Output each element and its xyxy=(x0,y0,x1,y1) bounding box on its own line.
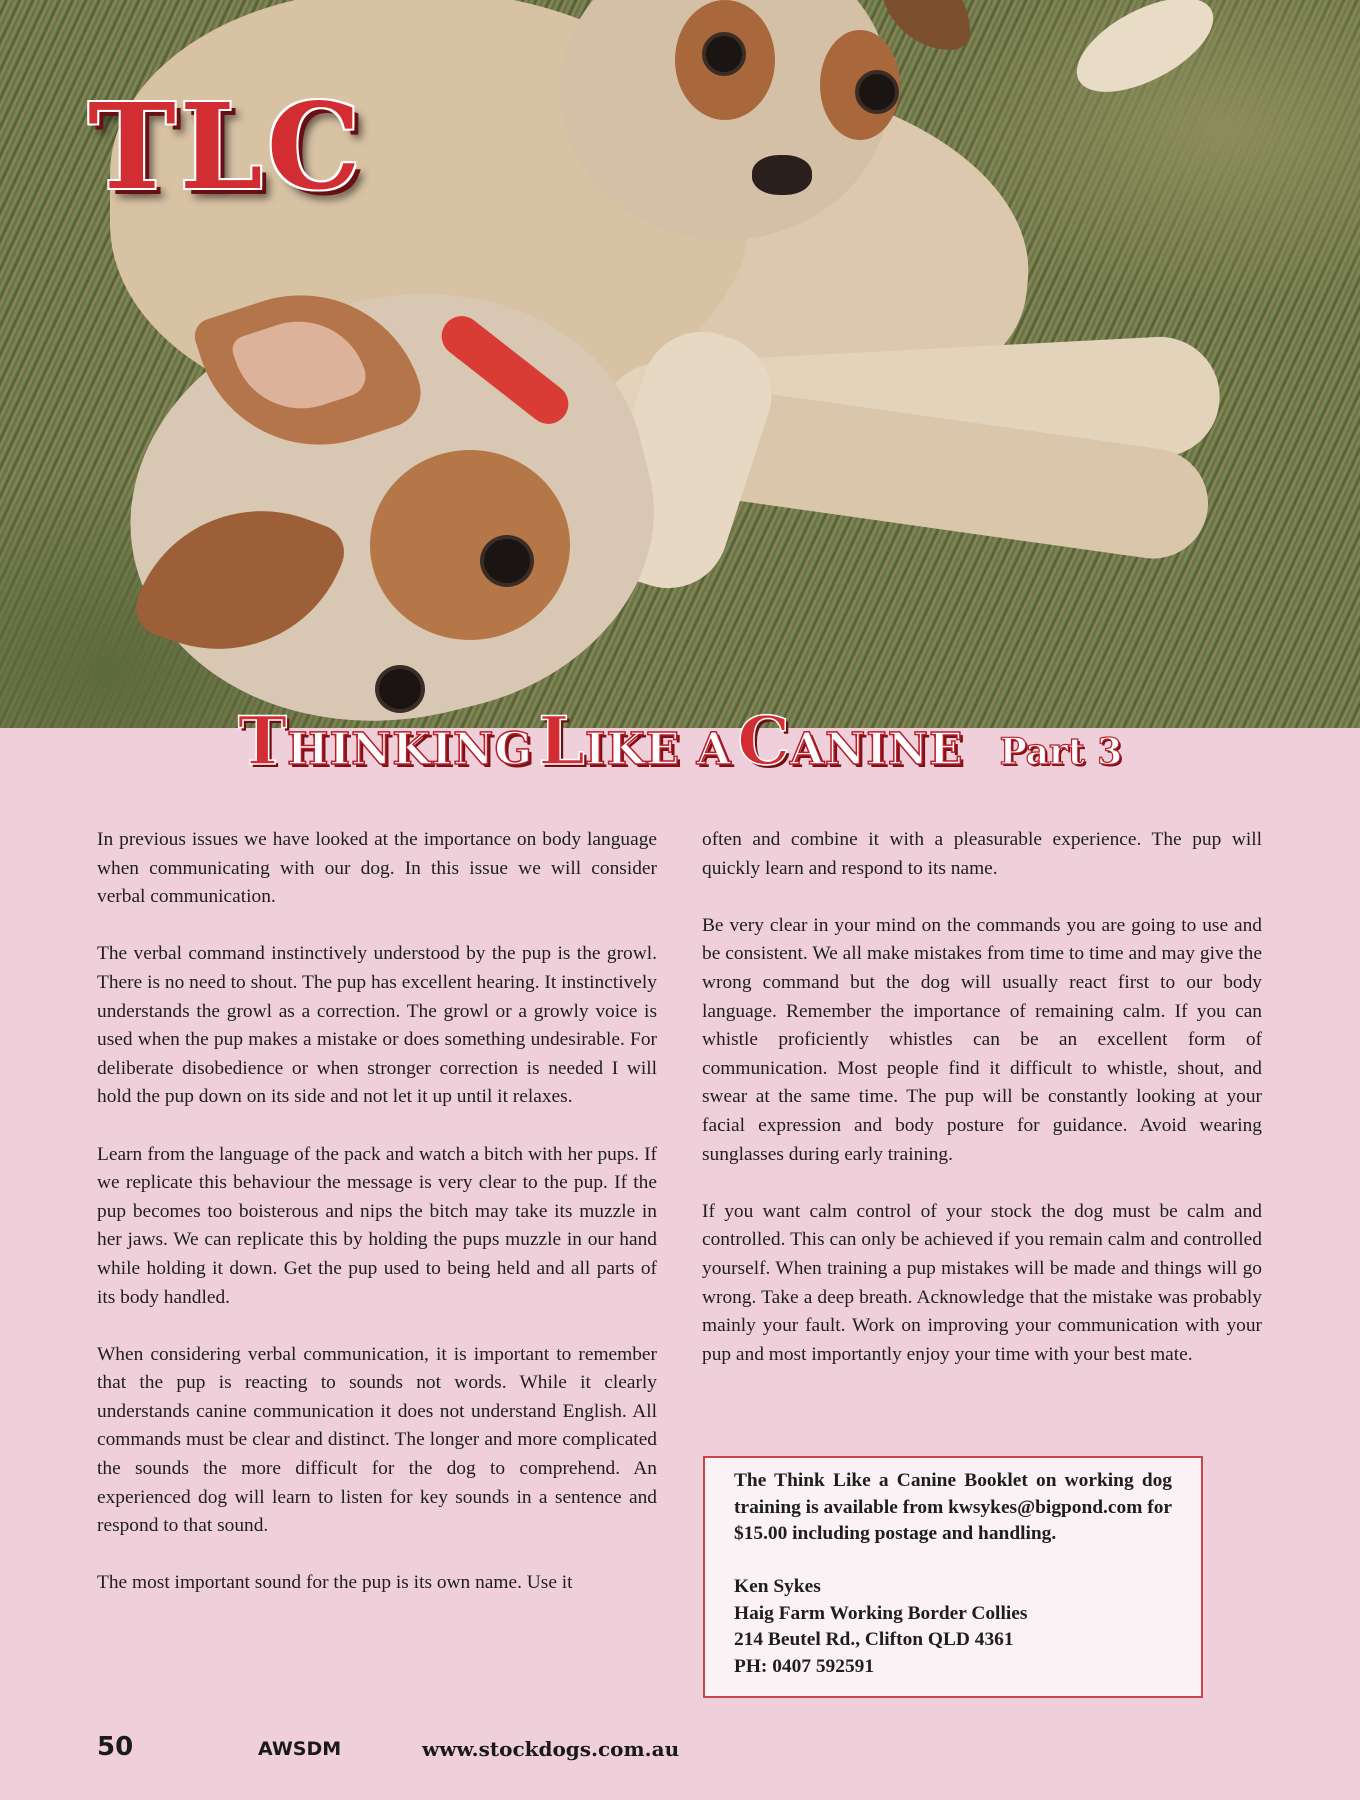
magazine-name: AWSDM xyxy=(258,1738,342,1760)
title-initial: L xyxy=(538,702,585,780)
contact-address: 214 Beutel Rd., Clifton QLD 4361 xyxy=(734,1629,1014,1650)
contact-farm: Haig Farm Working Border Collies xyxy=(734,1602,1028,1624)
page-number: 50 xyxy=(97,1732,134,1762)
puppy-eye xyxy=(375,665,425,713)
puppy-eye xyxy=(702,32,746,76)
puppy-tail xyxy=(1062,0,1227,111)
title-word: IKE A xyxy=(584,724,732,775)
tlc-logo: TLC xyxy=(88,77,365,216)
puppy-eye xyxy=(855,70,899,114)
contact-phone: PH: 0407 592591 xyxy=(734,1655,875,1677)
paragraph: Learn from the language of the pack and watch a bitch with her pups. If we replicate this behaviour the message is very clear to the pup. If the pup becomes too boisterous and nips the bitch may take its muzzle in her jaws. We can replicate this by holding the pups muzzle in our hand while holding it down. Get the pup used to being held and all parts of its body handled. xyxy=(97,1143,657,1308)
paragraph: Be very clear in your mind on the commands you are going to use and be consistent. We all make mistakes from time to time and may give the wrong command but the dog will usually react first to our body language. Remember the importance of remaining calm. If you can whistle proficiently whistles can be an excellent form of communication. Most people find it difficult to whistle, shout, and swear at the same time. The pup will be constantly looking at your facial expression and body posture for guidance. Avoid wearing sunglasses during early training. xyxy=(702,914,1262,1165)
title-initial: T xyxy=(237,702,287,780)
left-column xyxy=(97,826,657,1598)
paragraph: If you want calm control of your stock the dog must be calm and controlled. This can only be achieved if you remain calm and controlled yourself. When training a pup mistakes will be made and things will go wrong. Take a deep breath. Acknowledge that the mistake was probably mainly your fault. Work on improving your communication with your pup and most importantly enjoy your time with your best mate. xyxy=(702,1200,1262,1365)
puppy-face-marking xyxy=(370,450,570,640)
title-initial: C xyxy=(737,702,790,780)
puppy-eye xyxy=(480,535,534,587)
paragraph: often and combine it with a pleasurable experience. The pup will quickly learn and respond to its name. xyxy=(702,829,1262,879)
hero-photo xyxy=(0,0,1360,728)
contact-name: Ken Sykes xyxy=(734,1576,821,1597)
puppy-nose xyxy=(752,155,812,195)
paragraph: The verbal command instinctively understood by the pup is the growl. There is no need to shout. The pup has excellent hearing. It instinctively understands the growl as a correction. The growl or a growly voice is used when the pup makes a mistake or does something undesirable. For deliberate disobedience or when stronger correction is needed I will hold the pup down on its side and not let it up until it relaxes. xyxy=(97,943,657,1108)
paragraph: The most important sound for the pup is its own name. Use it xyxy=(97,1572,573,1594)
right-column xyxy=(702,826,1262,1369)
title-word: HINKING xyxy=(286,724,533,775)
booklet-info-box xyxy=(703,1456,1203,1698)
puppy-ear xyxy=(880,0,970,50)
title-word: ANINE xyxy=(789,724,964,775)
paragraph: In previous issues we have looked at the importance on body language when communicating with our dog. In this issue we will consider verbal communication. xyxy=(97,829,657,908)
booklet-offer: The Think Like a Canine Booklet on working dog training is available from kwsykes@bigpond.com for $15.00 including postage and handling. xyxy=(734,1470,1172,1544)
title-part: Part 3 xyxy=(999,731,1123,773)
paragraph: When considering verbal communication, it is important to remember that the pup is reacting to sounds not words. While it clearly understands canine communication it does not understand English. All commands must be clear and distinct. The longer and more complicated the sounds the more difficult for the dog to comprehend. An experienced dog will learn to listen for key sounds in a sentence and respond to that sound. xyxy=(97,1343,657,1537)
contact-details xyxy=(734,1574,1172,1680)
website-link[interactable]: www.stockdogs.com.au xyxy=(422,1737,680,1761)
article-title xyxy=(0,702,1360,780)
